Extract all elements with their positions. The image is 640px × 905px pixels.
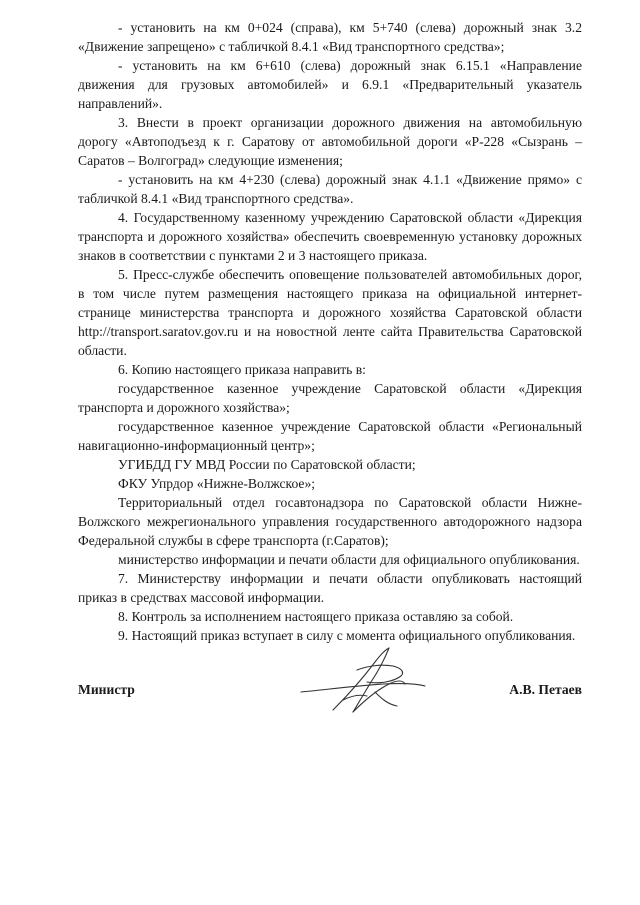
paragraph: 9. Настоящий приказ вступает в силу с момента официального опубликования. — [118, 628, 576, 643]
signatory-name: А.В. Петаев — [509, 682, 582, 697]
paragraph: 3. Внести в проект организации дорожного движения на автомобильную дорогу «Автоподъезд к г. Саратову от автомобильной дороги «Р-228 «Сызрань – Саратов – Волгоград» следующие изменения; — [78, 115, 582, 168]
paragraph: - установить на км 6+610 (слева) дорожный знак 6.15.1 «Направление движения для грузовых автомобилей» и 6.9.1 «Предварительный указатель направлений». — [78, 58, 582, 111]
handwritten-signature — [293, 640, 433, 720]
paragraph: УГИБДД ГУ МВД России по Саратовской области; — [118, 457, 416, 472]
paragraph: министерство информации и печати области для официального опубликования. — [118, 552, 580, 567]
document-body — [78, 18, 582, 645]
paragraph: государственное казенное учреждение Саратовской области «Региональный навигационно-информационный центр»; — [78, 419, 582, 453]
paragraph: - установить на км 4+230 (слева) дорожный знак 4.1.1 «Движение прямо» с табличкой 8.4.1 «Вид транспортного средства». — [78, 172, 582, 206]
signature-block — [78, 640, 582, 730]
paragraph: 8. Контроль за исполнением настоящего приказа оставляю за собой. — [118, 609, 514, 624]
paragraph: государственное казенное учреждение Саратовской области «Дирекция транспорта и дорожного хозяйства»; — [78, 381, 582, 415]
paragraph: 7. Министерству информации и печати области опубликовать настоящий приказ в средствах массовой информации. — [78, 571, 582, 605]
paragraph: 6. Копию настоящего приказа направить в: — [118, 362, 366, 377]
paragraph: ФКУ Упрдор «Нижне-Волжское»; — [118, 476, 316, 491]
signatory-position: Министр — [78, 682, 135, 697]
paragraph: 4. Государственному казенному учреждению Саратовской области «Дирекция транспорта и дорожного хозяйства» обеспечить своевременную установку дорожных знаков в соответствии с пунктами 2 и 3 настоящего приказа. — [78, 210, 582, 263]
paragraph: Территориальный отдел госавтонадзора по Саратовской области Нижне-Волжского межрегионального управления государственного автодорожного надзора Федеральной службы в сфере транспорта (г.Саратов); — [78, 495, 582, 548]
paragraph: 5. Пресс-службе обеспечить оповещение пользователей автомобильных дорог, в том числе путем размещения настоящего приказа на официальной интернет-странице министерства транспорта и дорожного хозяйства Саратовской области http://transport.saratov.gov.ru и на новостной ленте сайта Правительства Саратовской области. — [78, 267, 582, 358]
paragraph: - установить на км 0+024 (справа), км 5+740 (слева) дорожный знак 3.2 «Движение запрещено» с табличкой 8.4.1 «Вид транспортного средства»; — [78, 20, 582, 54]
